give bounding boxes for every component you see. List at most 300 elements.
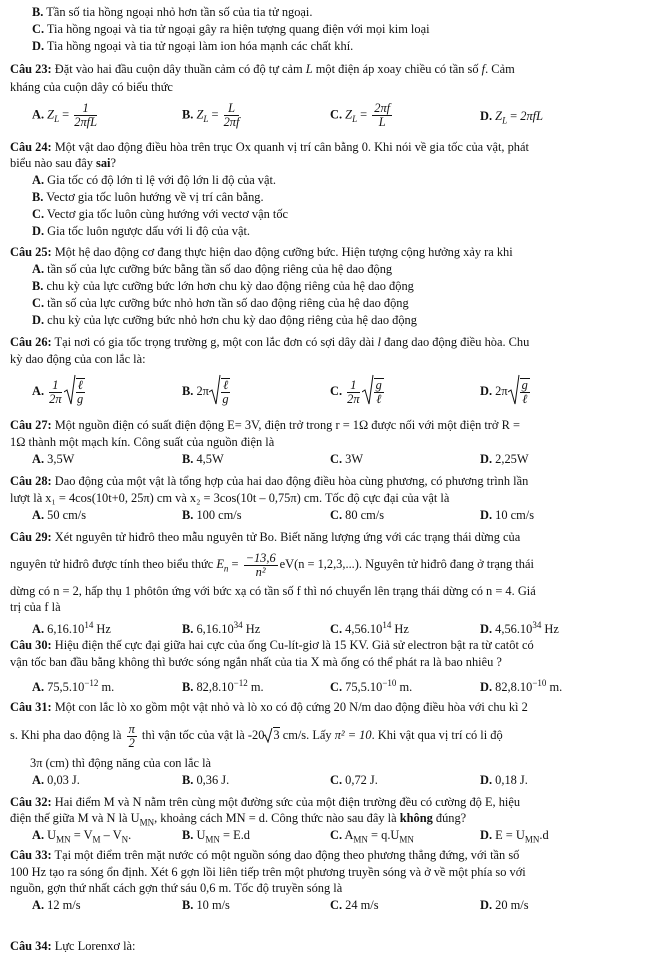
question-text: biểu nào sau đây bbox=[10, 156, 97, 170]
question-number: Câu 26: bbox=[10, 335, 52, 349]
option-label: B. bbox=[182, 773, 194, 787]
q31-option-d bbox=[480, 773, 528, 789]
q32-option-b bbox=[182, 828, 250, 848]
q29-option-c bbox=[330, 618, 409, 638]
formula: Z bbox=[47, 107, 55, 122]
option-label: C. bbox=[330, 107, 343, 122]
var-f: f bbox=[481, 62, 486, 76]
question-number: Câu 25: bbox=[10, 245, 52, 259]
option-label: C. bbox=[330, 622, 343, 637]
question-24-line2 bbox=[10, 156, 641, 172]
subscript: MN bbox=[399, 834, 414, 845]
unit: Hz bbox=[93, 622, 111, 637]
question-29-line2 bbox=[10, 548, 641, 580]
option-text: 3,5W bbox=[44, 452, 75, 466]
question-text: 100 Hz tạo ra sóng ổn định. Xét 6 gợn lồi liên tiếp trên một phương truyền sóng và ở về một phía so với bbox=[10, 865, 526, 879]
q30-option-a bbox=[32, 676, 114, 696]
option-text: tần số của lực cưỡng bức bằng tần số dao động riêng của hệ dao động bbox=[44, 262, 393, 276]
q26-option-a bbox=[32, 374, 87, 411]
question-text: kháng của cuộn dây có biểu thức bbox=[10, 80, 173, 94]
q31-option-b bbox=[182, 773, 229, 789]
exponent: −12 bbox=[233, 678, 248, 688]
question-text: ? bbox=[110, 156, 116, 170]
question-text: . Khi vật qua vị trí có li độ bbox=[371, 728, 503, 742]
coefficient: 2π bbox=[196, 384, 209, 399]
option-text: 10 m/s bbox=[193, 898, 230, 912]
question-text: một điện áp xoay chiều có tần số bbox=[312, 62, 479, 76]
question-text: đang dao động điều hòa. Chu bbox=[381, 335, 530, 349]
option-label: D. bbox=[32, 313, 45, 327]
question-33 bbox=[10, 848, 641, 864]
fraction bbox=[244, 552, 278, 579]
option-text: 24 m/s bbox=[342, 898, 379, 912]
numerator: π bbox=[128, 721, 135, 736]
q29-option-a bbox=[32, 618, 111, 638]
formula: Z bbox=[196, 107, 204, 122]
option-text: 6,16.10 bbox=[44, 622, 85, 637]
question-text: kỳ dao động của con lắc là: bbox=[10, 352, 146, 366]
fraction bbox=[372, 102, 392, 129]
unit: Hz bbox=[242, 622, 261, 637]
option-label: B. bbox=[182, 622, 194, 637]
q27-option-a bbox=[32, 452, 74, 468]
fraction bbox=[221, 378, 230, 406]
exponent: 14 bbox=[382, 620, 392, 630]
question-text: , khoảng cách MN = d. Công thức nào sau đây là bbox=[154, 811, 400, 825]
sqrt bbox=[362, 374, 374, 411]
option-label: B. bbox=[182, 508, 194, 522]
formula: 2πfL bbox=[520, 109, 544, 123]
q30-option-d bbox=[480, 676, 562, 696]
question-text: Một con lắc lò xo gồm một vật nhỏ và lò xo có độ cứng 20 N/m dao động điều hòa với chu kì 2 bbox=[51, 700, 528, 714]
option-label: D. bbox=[480, 622, 493, 637]
option-text: 10 cm/s bbox=[492, 508, 535, 522]
question-number: Câu 33: bbox=[10, 848, 52, 862]
q33-option-d bbox=[480, 898, 529, 914]
question-text: Tại một điểm trên mặt nước có một nguồn sóng dao động theo phương thẳng đứng, với tần số bbox=[51, 848, 520, 862]
exponent: −12 bbox=[84, 678, 99, 688]
radicand: 3 bbox=[273, 728, 280, 742]
option-text: U bbox=[44, 828, 57, 842]
denominator: n² bbox=[255, 564, 266, 579]
fraction bbox=[520, 378, 530, 406]
question-29-line4 bbox=[10, 600, 641, 616]
option-text: 12 m/s bbox=[44, 898, 81, 912]
question-28 bbox=[10, 474, 641, 490]
q23-option-c bbox=[330, 102, 394, 129]
question-number: Câu 23: bbox=[10, 62, 52, 76]
var-l: l bbox=[377, 335, 381, 349]
question-27-line2 bbox=[10, 435, 641, 451]
option-text: 4,56.10 bbox=[342, 622, 383, 637]
exponent: 34 bbox=[233, 620, 243, 630]
question-23-line2 bbox=[10, 80, 641, 96]
q25-option-a bbox=[32, 262, 641, 278]
option-label: A. bbox=[32, 173, 45, 187]
unit: Hz bbox=[391, 622, 409, 637]
option-label: C. bbox=[32, 296, 45, 310]
q24-option-c bbox=[32, 207, 641, 223]
question-text: eV(n = 1,2,3,...). Nguyên tử hiđrô đang ở trạng thái bbox=[279, 557, 534, 571]
option-label: C. bbox=[32, 207, 45, 221]
option-label: A. bbox=[32, 773, 45, 787]
question-text: thì vận tốc của vật là -20 bbox=[138, 728, 265, 742]
question-34 bbox=[10, 939, 641, 955]
denominator: 2πf bbox=[223, 115, 240, 129]
q29-option-d bbox=[480, 618, 559, 638]
exponent: 34 bbox=[532, 620, 542, 630]
question-33-line3 bbox=[10, 881, 641, 897]
option-label: D. bbox=[480, 828, 493, 842]
option-text: 75,5.10 bbox=[44, 680, 85, 695]
numerator: ℓ bbox=[77, 378, 83, 393]
subscript: MN bbox=[353, 834, 368, 845]
question-29-line3 bbox=[10, 584, 641, 600]
subscript: MN bbox=[524, 834, 540, 845]
option-text: 80 cm/s bbox=[342, 508, 385, 522]
question-27 bbox=[10, 418, 641, 434]
q23-option-b bbox=[182, 102, 241, 129]
option-text: 100 cm/s bbox=[193, 508, 242, 522]
subscript: MN bbox=[56, 834, 71, 845]
fraction bbox=[49, 379, 61, 406]
option-label: B. bbox=[182, 452, 194, 466]
radical-sign bbox=[263, 727, 273, 743]
option-b-line bbox=[32, 5, 641, 21]
option-text: tần số của lực cưỡng bức nhỏ hơn tần số dao động riêng của hệ dao động bbox=[44, 296, 409, 310]
question-30 bbox=[10, 638, 641, 654]
q31-option-a bbox=[32, 773, 80, 789]
question-number: Câu 27: bbox=[10, 418, 52, 432]
denominator: 2π bbox=[347, 391, 360, 406]
option-text: 82,8.10 bbox=[193, 680, 234, 695]
q27-option-d bbox=[480, 452, 529, 468]
option-text: 0,72 J. bbox=[342, 773, 378, 787]
q33-options bbox=[32, 898, 641, 920]
q28-option-d bbox=[480, 508, 534, 524]
question-text: trị của f là bbox=[10, 600, 61, 614]
denominator: ℓ bbox=[376, 392, 382, 407]
question-31 bbox=[10, 700, 641, 716]
option-text: .d bbox=[539, 828, 549, 842]
question-text: đúng? bbox=[432, 811, 467, 825]
fraction bbox=[224, 102, 240, 129]
option-text: chu kỳ của lực cưỡng bức nhỏ hơn chu kỳ dao động riêng của hệ dao động bbox=[44, 313, 417, 327]
question-text: Đặt vào hai đầu cuộn dây thuần cảm có độ tự cảm bbox=[51, 62, 303, 76]
option-text: 0,18 J. bbox=[492, 773, 528, 787]
unit: m. bbox=[546, 680, 563, 695]
option-text: chu kỳ của lực cưỡng bức lớn hơn chu kỳ dao động riêng của hệ dao động bbox=[43, 279, 414, 293]
option-text: 6,16.10 bbox=[193, 622, 234, 637]
option-text: 20 m/s bbox=[492, 898, 529, 912]
question-text: điện thế giữa M và N là U bbox=[10, 811, 140, 825]
option-text: Gia tốc luôn ngược dấu với li độ của vật. bbox=[44, 224, 251, 238]
option-label: D. bbox=[32, 39, 45, 53]
question-text: dừng có n = 2, hấp thụ 1 phôtôn ứng với bức xạ có tần số f thì nó chuyển lên trạng thái dừng có n = 4. Giá bbox=[10, 584, 536, 598]
radical-sign bbox=[64, 374, 76, 406]
q24-option-b bbox=[32, 190, 641, 206]
question-text: . Cảm bbox=[485, 62, 515, 76]
question-31-line3 bbox=[30, 756, 641, 772]
q26-option-c bbox=[330, 374, 386, 411]
q32-option-a bbox=[32, 828, 131, 848]
formula-sub: n bbox=[223, 563, 229, 574]
emphasis: sai bbox=[96, 156, 111, 170]
denominator: L bbox=[378, 115, 386, 129]
option-label: A. bbox=[32, 680, 45, 695]
subscript: M bbox=[92, 834, 101, 845]
question-28-line2 bbox=[10, 491, 641, 507]
question-29 bbox=[10, 530, 641, 546]
fraction bbox=[374, 378, 384, 406]
exponent: −10 bbox=[382, 678, 397, 688]
question-text: cm/s. Lấy bbox=[279, 728, 335, 742]
option-label: D. bbox=[480, 508, 493, 522]
formula: = bbox=[59, 107, 73, 122]
option-text: 50 cm/s bbox=[44, 508, 87, 522]
q33-option-b bbox=[182, 898, 230, 914]
numerator: 1 bbox=[49, 379, 61, 393]
question-33-line2 bbox=[10, 865, 641, 881]
denominator: ℓ bbox=[522, 392, 528, 407]
sqrt bbox=[209, 374, 221, 411]
numerator: −13,6 bbox=[245, 550, 276, 565]
question-number: Câu 31: bbox=[10, 700, 52, 714]
option-text: 0,03 J. bbox=[44, 773, 80, 787]
option-text: 0,36 J. bbox=[193, 773, 230, 787]
option-label: B. bbox=[32, 190, 44, 204]
fraction bbox=[347, 379, 359, 406]
option-text: Tia hồng ngoại và tia tử ngoại gây ra hiện tượng quang điện với mọi kim loại bbox=[44, 22, 430, 36]
option-text: E = U bbox=[492, 828, 525, 842]
radical-sign bbox=[362, 374, 374, 406]
sqrt bbox=[273, 727, 279, 742]
q23-option-d bbox=[480, 109, 543, 129]
option-label: A. bbox=[32, 107, 45, 122]
q31-options bbox=[32, 773, 641, 795]
question-text: lượt là x₁ = 4cos(10t+0, 25π) cm và x₂ = 3cos(10t – 0,75π) cm. Tốc độ cực đại của vật là bbox=[10, 491, 450, 505]
q25-option-c bbox=[32, 296, 641, 312]
exponent: 14 bbox=[84, 620, 94, 630]
option-label: A. bbox=[32, 898, 45, 912]
fraction bbox=[127, 723, 137, 750]
question-text: vận tốc ban đầu bằng không thì bước sóng ngắn nhất của tia X mà ống có thể phát ra là bao nhiêu ? bbox=[10, 655, 502, 669]
option-label: A. bbox=[32, 262, 45, 276]
option-text: Vectơ gia tốc luôn cùng hướng với vectơ vận tốc bbox=[44, 207, 289, 221]
unit: m. bbox=[247, 680, 264, 695]
q32-options bbox=[32, 828, 641, 850]
q30-options bbox=[32, 676, 641, 698]
question-text: nguyên tử hiđrô được tính theo biểu thức bbox=[10, 557, 217, 571]
option-label: A. bbox=[32, 452, 45, 466]
formula-sub: L bbox=[54, 113, 60, 124]
q29-options bbox=[32, 618, 641, 640]
option-label: D. bbox=[480, 773, 493, 787]
option-label: A. bbox=[32, 828, 45, 842]
formula-sub: L bbox=[352, 113, 358, 124]
option-text: 4,5W bbox=[193, 452, 224, 466]
option-text: = E.d bbox=[219, 828, 250, 842]
question-text: 1Ω thành một mạch kín. Công suất của nguồn điện là bbox=[10, 435, 275, 449]
question-number: Câu 32: bbox=[10, 795, 52, 809]
radical-sign bbox=[209, 374, 221, 406]
q23-options bbox=[32, 100, 641, 134]
q30-option-b bbox=[182, 676, 264, 696]
question-number: Câu 24: bbox=[10, 140, 52, 154]
option-label: C. bbox=[330, 508, 343, 522]
numerator: 1 bbox=[74, 102, 97, 116]
denominator: g bbox=[222, 392, 229, 407]
question-31-line2 bbox=[10, 717, 641, 753]
question-24 bbox=[10, 140, 641, 156]
option-text: 2,25W bbox=[492, 452, 529, 466]
q33-option-a bbox=[32, 898, 81, 914]
q27-option-b bbox=[182, 452, 224, 468]
q28-option-b bbox=[182, 508, 242, 524]
q32-option-d bbox=[480, 828, 549, 848]
q28-option-c bbox=[330, 508, 384, 524]
question-number: Câu 28: bbox=[10, 474, 52, 488]
question-text: Hiệu điện thế cực đại giữa hai cực của ống Cu-lít-giơ là 15 KV. Giả sử electron bật ra từ catôt có bbox=[51, 638, 534, 652]
option-text: Gia tốc có độ lớn tỉ lệ với độ lớn li độ của vật. bbox=[44, 173, 277, 187]
option-text: 4,56.10 bbox=[492, 622, 533, 637]
question-number: Câu 34: bbox=[10, 939, 52, 953]
option-label: B. bbox=[182, 384, 194, 399]
option-label: D. bbox=[480, 384, 493, 399]
q30-option-c bbox=[330, 676, 412, 696]
denominator: g bbox=[77, 392, 84, 407]
unit: m. bbox=[396, 680, 413, 695]
question-number: Câu 29: bbox=[10, 530, 52, 544]
question-text: Dao động của một vật là tổng hợp của hai dao động điều hòa cùng phương, có phương trình lần bbox=[51, 474, 529, 488]
q23-option-a bbox=[32, 102, 99, 129]
option-d-line bbox=[32, 39, 641, 55]
unit: m. bbox=[98, 680, 115, 695]
option-text: U bbox=[193, 828, 206, 842]
question-text: Xét nguyên tử hiđrô theo mẫu nguyên tử Bo. Biết năng lượng ứng với các trạng thái dừng của bbox=[51, 530, 521, 544]
numerator: 2πf bbox=[374, 101, 391, 115]
question-text: Một nguồn điện có suất điện động E= 3V, điện trở trong r = 1Ω được nối với một điện trở R = bbox=[51, 418, 520, 432]
option-label: B. bbox=[32, 279, 44, 293]
option-label: D. bbox=[480, 452, 493, 466]
q27-options bbox=[32, 452, 641, 474]
option-label: C. bbox=[32, 22, 45, 36]
exponent: −10 bbox=[532, 678, 547, 688]
question-30-line2 bbox=[10, 655, 641, 671]
option-label: B. bbox=[32, 5, 44, 19]
option-label: D. bbox=[480, 109, 493, 123]
option-label: B. bbox=[182, 898, 194, 912]
option-label: C. bbox=[330, 898, 343, 912]
denominator: 2π bbox=[49, 391, 62, 406]
option-c-line bbox=[32, 22, 641, 38]
option-label: C. bbox=[330, 828, 343, 842]
formula: = bbox=[228, 557, 242, 571]
option-label: D. bbox=[480, 898, 493, 912]
numerator: g bbox=[375, 378, 382, 393]
formula-sub: L bbox=[502, 115, 508, 126]
option-label: A. bbox=[32, 622, 45, 637]
numerator: g bbox=[521, 378, 528, 393]
q24-option-a bbox=[32, 173, 641, 189]
subscript: N bbox=[121, 834, 129, 845]
option-text: – V bbox=[100, 828, 122, 842]
denominator: 2πfL bbox=[74, 115, 98, 129]
unit: Hz bbox=[541, 622, 559, 637]
radical-sign bbox=[508, 374, 520, 406]
question-23 bbox=[10, 62, 641, 78]
formula-sub: L bbox=[203, 113, 209, 124]
option-text: . bbox=[128, 828, 132, 842]
q29-option-b bbox=[182, 618, 260, 638]
option-label: B. bbox=[182, 828, 194, 842]
option-text: Vectơ gia tốc luôn hướng về vị trí cân bằng. bbox=[43, 190, 264, 204]
question-25 bbox=[10, 245, 641, 261]
q25-option-b bbox=[32, 279, 641, 295]
var-l: L bbox=[305, 62, 313, 76]
option-label: A. bbox=[32, 384, 45, 399]
question-32 bbox=[10, 795, 641, 811]
question-text: Tại nơi có gia tốc trọng trường g, một con lắc đơn có sợi dây dài bbox=[51, 335, 375, 349]
option-label: C. bbox=[330, 452, 343, 466]
sqrt bbox=[508, 374, 520, 411]
option-text: 75,5.10 bbox=[342, 680, 383, 695]
option-label: B. bbox=[182, 107, 194, 122]
option-label: D. bbox=[32, 224, 45, 238]
q33-option-c bbox=[330, 898, 379, 914]
question-number: Câu 30: bbox=[10, 638, 52, 652]
fraction bbox=[76, 378, 85, 406]
numerator: 1 bbox=[347, 379, 359, 393]
emphasis: không bbox=[399, 811, 433, 825]
option-text: Tần số tia hồng ngoại nhỏ hơn tần số của tia tử ngoại. bbox=[43, 5, 313, 19]
formula: Z bbox=[345, 107, 353, 122]
subscript: MN bbox=[139, 817, 155, 828]
formula: E bbox=[216, 557, 224, 571]
option-text: = q.U bbox=[367, 828, 400, 842]
sqrt bbox=[64, 374, 76, 411]
subscript: MN bbox=[205, 834, 220, 845]
option-label: C. bbox=[330, 680, 343, 695]
question-text: Hai điểm M và N nằm trên cùng một đường sức của một điện trường đều có cường độ E, hiệu bbox=[51, 795, 521, 809]
q24-option-d bbox=[32, 224, 641, 240]
option-text: 3W bbox=[342, 452, 364, 466]
option-text: = V bbox=[70, 828, 93, 842]
option-text: A bbox=[342, 828, 354, 842]
formula: = bbox=[208, 107, 222, 122]
q28-options bbox=[32, 508, 641, 530]
question-text: Một vật dao động điều hòa trên trục Ox quanh vị trí cân bằng 0. Khi nói về gia tốc của vật, phát bbox=[51, 140, 529, 154]
q25-option-d bbox=[32, 313, 641, 329]
fraction bbox=[74, 102, 97, 129]
formula: = bbox=[357, 107, 371, 122]
formula: = bbox=[507, 109, 521, 123]
option-text: 82,8.10 bbox=[492, 680, 533, 695]
denominator: 2 bbox=[128, 735, 135, 750]
option-label: C. bbox=[330, 384, 343, 399]
option-label: C. bbox=[330, 773, 343, 787]
q28-option-a bbox=[32, 508, 86, 524]
formula: Z bbox=[495, 109, 503, 123]
question-26-line2 bbox=[10, 352, 641, 368]
numerator: ℓ bbox=[222, 378, 229, 393]
option-label: B. bbox=[182, 680, 194, 695]
question-text: nguồn, gợn thứ nhất cách gợn thứ sáu 0,6 m. Tốc độ truyền sóng là bbox=[10, 881, 343, 895]
q27-option-c bbox=[330, 452, 363, 468]
q26-option-d bbox=[480, 374, 532, 411]
formula: π² = 10 bbox=[334, 728, 372, 742]
q31-option-c bbox=[330, 773, 378, 789]
